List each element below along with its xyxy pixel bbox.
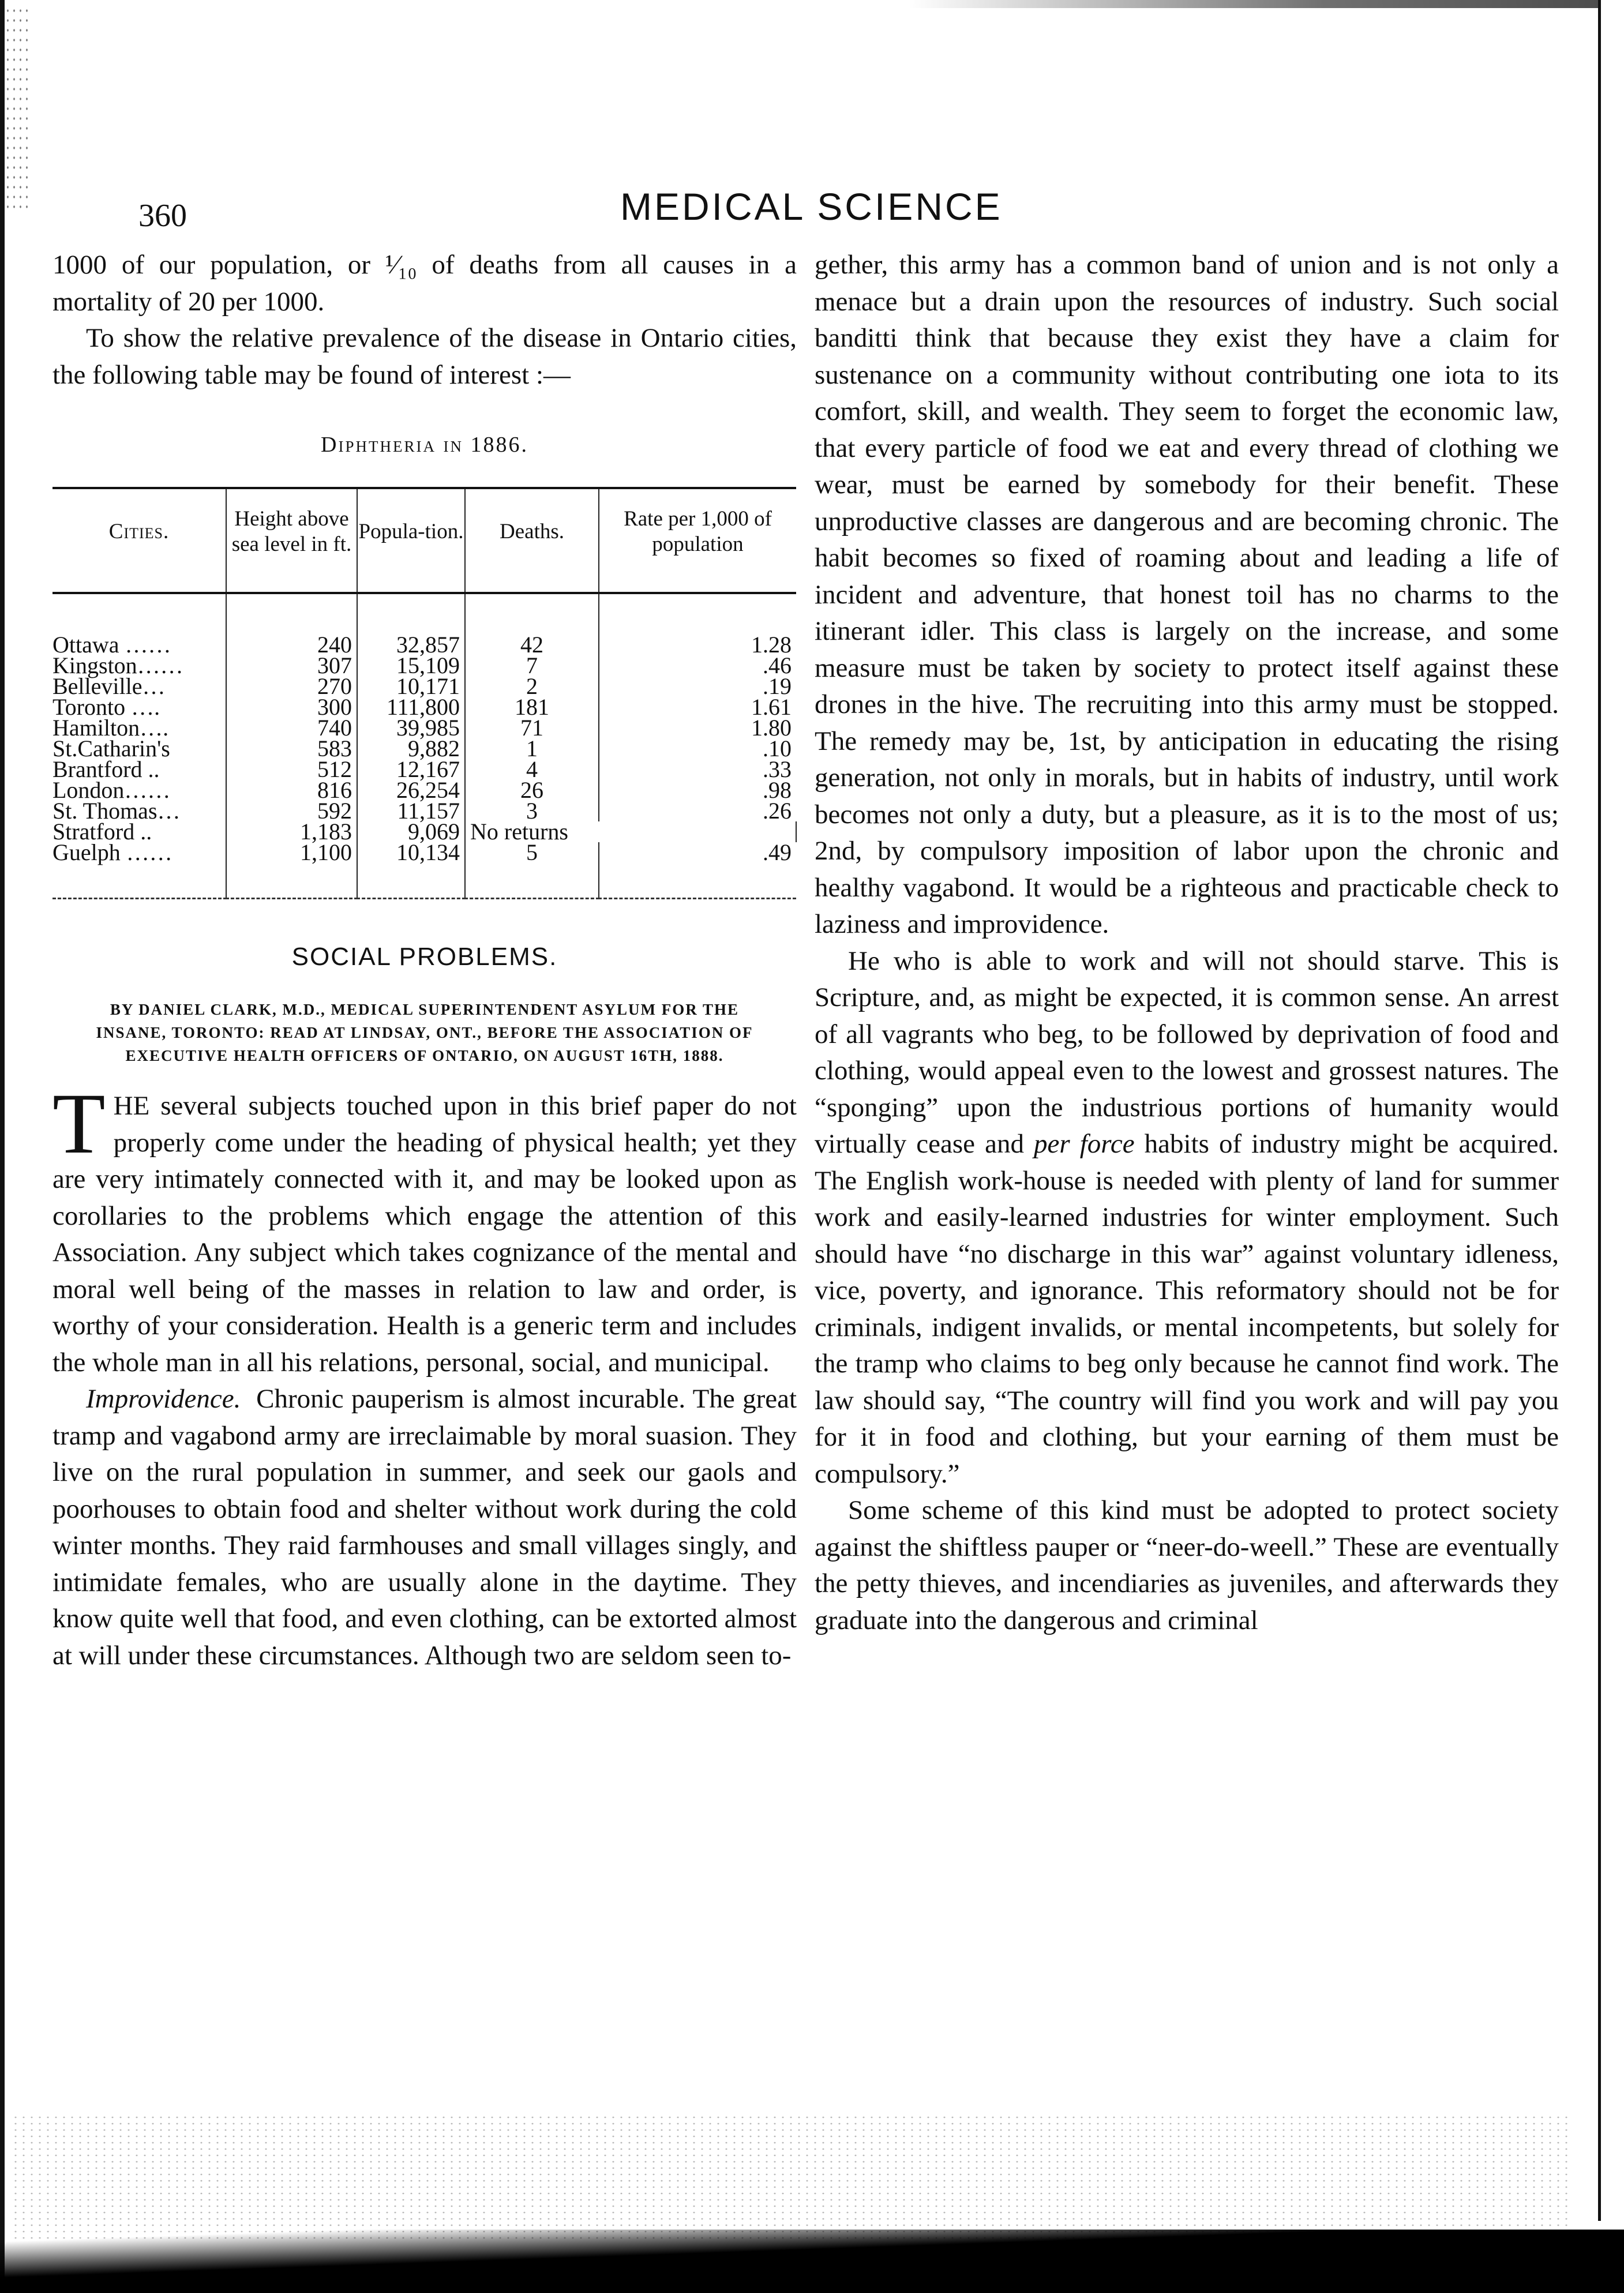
cell-rate: 1.80	[751, 714, 792, 741]
cell-rate: .98	[763, 776, 792, 803]
table-row	[52, 842, 796, 899]
cell-height: 240	[226, 593, 357, 655]
left-column	[52, 247, 797, 1674]
cell-height: 592	[226, 801, 357, 821]
cell-height: 740	[226, 718, 357, 738]
cell-rate: .26	[763, 797, 792, 824]
cell-deaths: 181	[465, 697, 599, 718]
text-run: gether, this army has a common band of union and is not only a menace but a drain upon the resources of industry. Such social banditti think that because they exist they have a claim for sustenance on a community without contributing one iota to its comfort, skill, and wealth. They seem to forget the economic law, that every particle of food we eat and every thread of clothing we wear, must be earned by somebody for their benefit. These unproductive classes are dangerous and are becoming chronic. The habit becomes so fixed of roaming about and leading a life of incident and adventure, that honest toil has no charms to the itinerant idler. This class is largely on the increase, and some measure must be taken by society to protect itself against these drones in the hive. The recruiting into this army must be stopped. The remedy may be, 1st, by anticipation in educating the rising generation, not only in morals, but in habits of industry, until work becomes not only a duty, but a pleasure, as it is to the most of us; 2nd, by compulsory imposition of labor upon the chronic and healthy vagabond. It would be a righteous and practicable check to laziness and improvidence.	[815, 250, 1559, 939]
cell-rate: .33	[763, 756, 792, 782]
cell-population: 11,157	[357, 801, 465, 821]
article-opening-paragraph: THE several subjects touched upon in this brief paper do not properly come under the heading of physical health; yet they are very intimately connected with it, and may be looked upon as corollaries to the problems which engage the attention of this Association. Any subject which takes cognizance of the mental and moral well being of the masses in relation to law and order, is worthy of your consideration. Health is a generic term and includes the whole man in all his relations, personal, social, and municipal.	[52, 1076, 797, 1378]
cell-city: Hamilton….	[52, 718, 226, 738]
cell-deaths: 1	[465, 738, 599, 759]
diphtheria-table	[52, 487, 797, 903]
cell-population: 15,109	[357, 655, 465, 676]
cell-population: 39,985	[357, 718, 465, 738]
cell-height: 512	[226, 759, 357, 780]
cell-rate: .46	[763, 652, 792, 678]
cell-city: Ottawa ……	[52, 593, 226, 655]
cell-city: Belleville…	[52, 676, 226, 697]
page-number: 360	[138, 198, 187, 234]
cell-population: 9,069	[357, 821, 465, 842]
table-row	[52, 593, 796, 655]
text-run: He who is able to work and will not should starve. This is Scripture, and, as might be expected, it is common sense. An arrest of all vagrants who beg, to be followed by deprivation of food and clothing, would appeal even to the lowest and grossest natures. The “sponging” upon the industrious portions of humanity would virtually cease and	[815, 945, 1559, 1159]
scan-edge-left	[0, 0, 5, 2293]
header-height: Height above sea level in ft.	[226, 488, 357, 593]
cell-height: 270	[226, 676, 357, 697]
cell-height: 816	[226, 780, 357, 801]
cell-population: 111,800	[357, 697, 465, 718]
cell-deaths: 2	[465, 676, 599, 697]
improvidence-paragraph	[52, 1381, 797, 1674]
cell-population: 10,171	[357, 676, 465, 697]
cell-deaths: 7	[465, 655, 599, 676]
text-run: habits of industry might be acquired. The English work-house is needed with plenty of land for summer work and easily-learned industries for winter employment. Such should have “no discharge in this war” against voluntary idleness, vice, poverty, and ignorance. This reformatory should not be for criminals, indigent invalids, or mental incompetents, but solely for the tramp who claims to beg only because he cannot find work. The law should say, “The country will find you work and will pay you for it in food and clothing, but your earning of them must be compulsory.”	[815, 1129, 1559, 1489]
header-rate: Rate per 1,000 of population	[599, 488, 796, 593]
cell-city: Guelph ……	[52, 842, 226, 899]
cell-deaths: 26	[465, 780, 599, 801]
cell-rate: .10	[763, 735, 792, 761]
cell-height: 1,183	[226, 821, 357, 842]
cell-deaths: No returns	[465, 821, 796, 842]
article-byline: BY DANIEL CLARK, M.D., MEDICAL SUPERINTENDENT ASYLUM FOR THE INSANE, TORONTO: READ AT LINDSAY, ONT., BEFORE THE ASSOCIATION OF EXECUTIVE HEALTH OFFICERS OF ONTARIO, ON AUGUST 16TH, 1888.	[96, 1001, 753, 1064]
cell-population: 32,857	[357, 593, 465, 655]
scan-edge-bottom	[0, 2230, 1624, 2293]
table-body	[52, 593, 796, 899]
cell-height: 1,100	[226, 842, 357, 899]
cell-deaths: 71	[465, 718, 599, 738]
cell-rate: 1.61	[751, 693, 792, 720]
cell-deaths: 5	[465, 842, 599, 899]
intro-paragraph-continuation: 1000 of our population, or ¹⁄₁₀ of deaths from all causes in a mortality of 20 per 1000.	[52, 250, 797, 317]
scan-edge-right	[1598, 0, 1601, 2221]
cell-city: Brantford ..	[52, 759, 226, 780]
cell-population: 10,134	[357, 842, 465, 899]
scan-speckle-bottom	[12, 2114, 1569, 2241]
header-cities: Cities.	[52, 488, 226, 593]
table-footer-rule	[52, 898, 796, 903]
cell-rate: .49	[763, 839, 792, 865]
text-run: Some scheme of this kind must be adopted to protect society against the shiftless pauper or “neer-do-weell.” These are eventually the petty thieves, and incendiaries as juveniles, and afterwards they graduate into the dangerous and criminal	[815, 1495, 1559, 1635]
cell-city: Stratford ..	[52, 821, 226, 842]
article-title: SOCIAL PROBLEMS.	[291, 942, 558, 971]
running-head	[0, 185, 1624, 234]
cell-population: 12,167	[357, 759, 465, 780]
improvidence-heading: Improvidence.	[86, 1384, 241, 1414]
right-paragraph	[815, 247, 1559, 943]
cell-height: 307	[226, 655, 357, 676]
cell-city: St. Thomas…	[52, 801, 226, 821]
cell-rate: 1.28	[751, 631, 792, 658]
cell-height: 583	[226, 738, 357, 759]
cell-city: St.Catharin's	[52, 738, 226, 759]
header-deaths: Deaths.	[465, 488, 599, 593]
cell-rate: .19	[763, 673, 792, 699]
right-paragraph	[815, 943, 1559, 1493]
cell-city: Toronto ….	[52, 697, 226, 718]
intro-paragraph-table-lead: To show the relative prevalence of the disease in Ontario cities, the following table may be found of interest :—	[52, 323, 797, 390]
cell-population: 26,254	[357, 780, 465, 801]
cell-city: London……	[52, 780, 226, 801]
right-paragraph	[815, 1492, 1559, 1639]
scan-edge-top	[909, 0, 1601, 8]
cell-population: 9,882	[357, 738, 465, 759]
cell-height: 300	[226, 697, 357, 718]
cell-deaths: 42	[465, 593, 599, 655]
cell-deaths: 3	[465, 801, 599, 821]
scan-speckle-top-left	[5, 6, 28, 213]
cell-deaths: 4	[465, 759, 599, 780]
table-header-row	[52, 488, 796, 593]
journal-title: MEDICAL SCIENCE	[620, 185, 1003, 228]
cell-city: Kingston……	[52, 655, 226, 676]
improvidence-text: Chronic pauperism is almost incurable. The great tramp and vagabond army are irreclaimable by moral suasion. They live on the rural population in summer, and seek our gaols and poorhouses to obtain food and shelter without work during the cold winter months. They raid farmhouses and small villages singly, and intimidate females, who are usually alone in the daytime. They know quite well that food, and even clothing, can be extorted almost at will under these circumstances. Although two are seldom seen to-	[52, 1384, 797, 1671]
header-population: Popula-tion.	[357, 488, 465, 593]
table-title: Diphtheria in 1886.	[321, 433, 528, 457]
italic-phrase: per force	[1034, 1129, 1135, 1159]
right-column	[815, 247, 1559, 1639]
